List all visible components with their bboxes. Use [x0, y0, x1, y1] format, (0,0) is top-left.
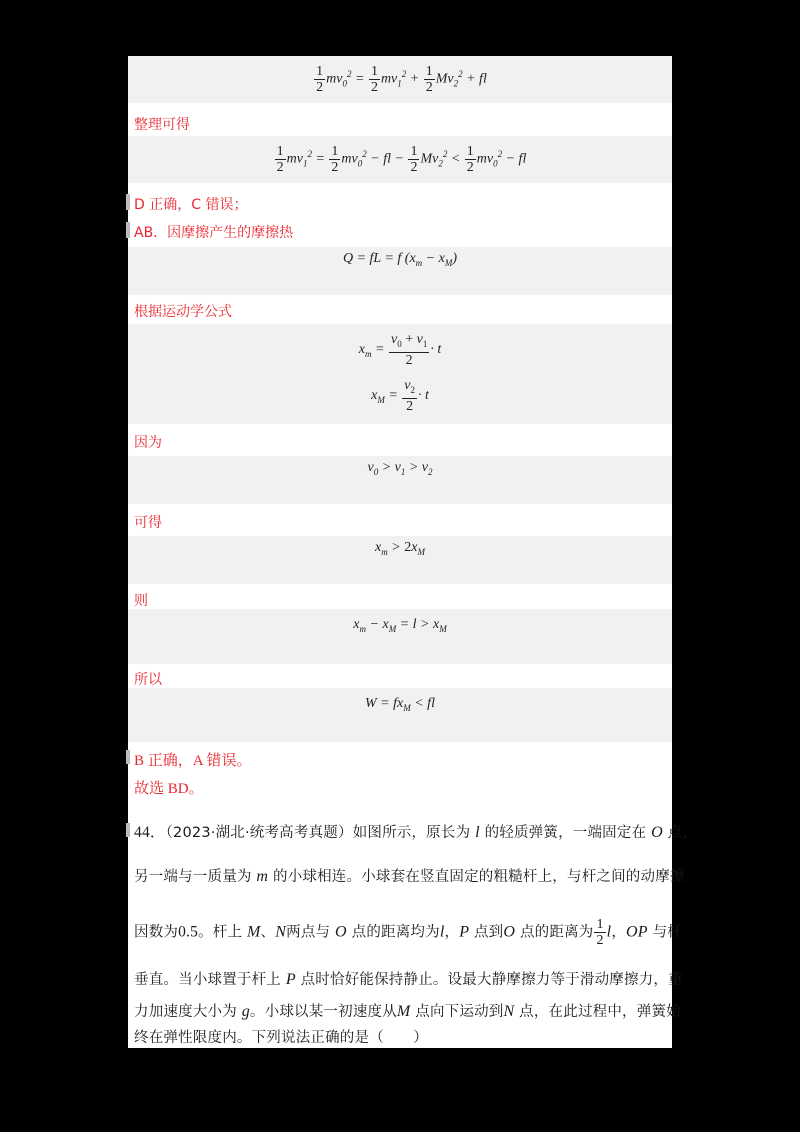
- label-answer: 故选 BD。: [134, 781, 204, 797]
- paragraph-marker: [126, 194, 130, 210]
- label-ab-heat: AB．因摩擦产生的摩擦热: [134, 225, 294, 241]
- label-d-correct: D 正确，C 错误；: [134, 197, 248, 213]
- question-line-4: 垂直。当小球置于杆上 P 点时恰好能保持静止。设最大静摩擦力等于滑动摩擦力，重: [134, 971, 683, 988]
- equation-block: [128, 324, 672, 424]
- question-line-1: 44．（2023·湖北·统考高考真题）如图所示，原长为 l 的轻质弹簧，一端固定在 O 点，: [134, 824, 698, 841]
- rearranged-equation: $\frac{1}{2}$ $mv_1^2$ = $\frac{1}{2}$ $mv_0^2$ − fl − $\frac{1}{2}$ $Mv_2^2$ < $\frac{1}{2}$ $mv_0^2$ − fl: [276, 144, 527, 175]
- xm-equation: $x_m$ = $\frac{v_0 + v_1}{2}$ · t: [358, 332, 442, 368]
- work-equation: $W = fx_M$ < fl: [365, 696, 435, 713]
- label-then: 则: [134, 593, 148, 609]
- heat-equation: Q = fL = f $(x_m - x_M)$: [342, 251, 458, 268]
- equation-block: [128, 536, 672, 584]
- equation-block: [128, 56, 672, 103]
- equation-block: [128, 456, 672, 504]
- label-so: 所以: [134, 672, 162, 688]
- label-rearrange: 整理可得: [134, 117, 190, 133]
- label-b-correct: B 正确，A 错误。: [134, 753, 252, 769]
- question-line-6: 终在弹性限度内。下列说法正确的是（ ）: [134, 1030, 428, 1046]
- xM-equation: $x_M$ = $\frac{v_2}{2}$ · t: [371, 378, 429, 414]
- equation-block: [128, 247, 672, 295]
- question-line-3: 因数为0.5。杆上 M、N两点与 O 点的距离均为l，P 点到O 点的距离为 $\frac{1}{2}$ l，OP 与杆: [134, 917, 682, 948]
- equation-block: [128, 136, 672, 183]
- paragraph-marker: [126, 823, 130, 837]
- paragraph-marker: [126, 750, 130, 764]
- velocity-inequality: $v_0 > v_1 > v_2$: [367, 460, 433, 477]
- xm-inequality: $x_m > 2x_M$: [375, 540, 425, 557]
- label-obtain: 可得: [134, 515, 162, 531]
- label-because: 因为: [134, 435, 162, 451]
- energy-conservation-equation: $\frac{1}{2}$ $mv_0^2$ = $\frac{1}{2}$ $mv_1^2$ + $\frac{1}{2}$ $Mv_2^2$ + fl: [316, 64, 487, 95]
- question-line-2: 另一端与一质量为 m 的小球相连。小球套在竖直固定的粗糙杆上，与杆之间的动摩擦: [134, 868, 685, 885]
- document-page: [128, 56, 698, 1048]
- question-line-5: 力加速度大小为 g。小球以某一初速度从M 点向下运动到N 点，在此过程中，弹簧始: [134, 1003, 681, 1020]
- paragraph-marker: [126, 222, 130, 238]
- label-kinematics: 根据运动学公式: [134, 304, 232, 320]
- difference-equation: $x_m - x_M = l > x_M$: [353, 617, 447, 634]
- equation-block: [128, 609, 672, 664]
- equation-block: [128, 688, 672, 742]
